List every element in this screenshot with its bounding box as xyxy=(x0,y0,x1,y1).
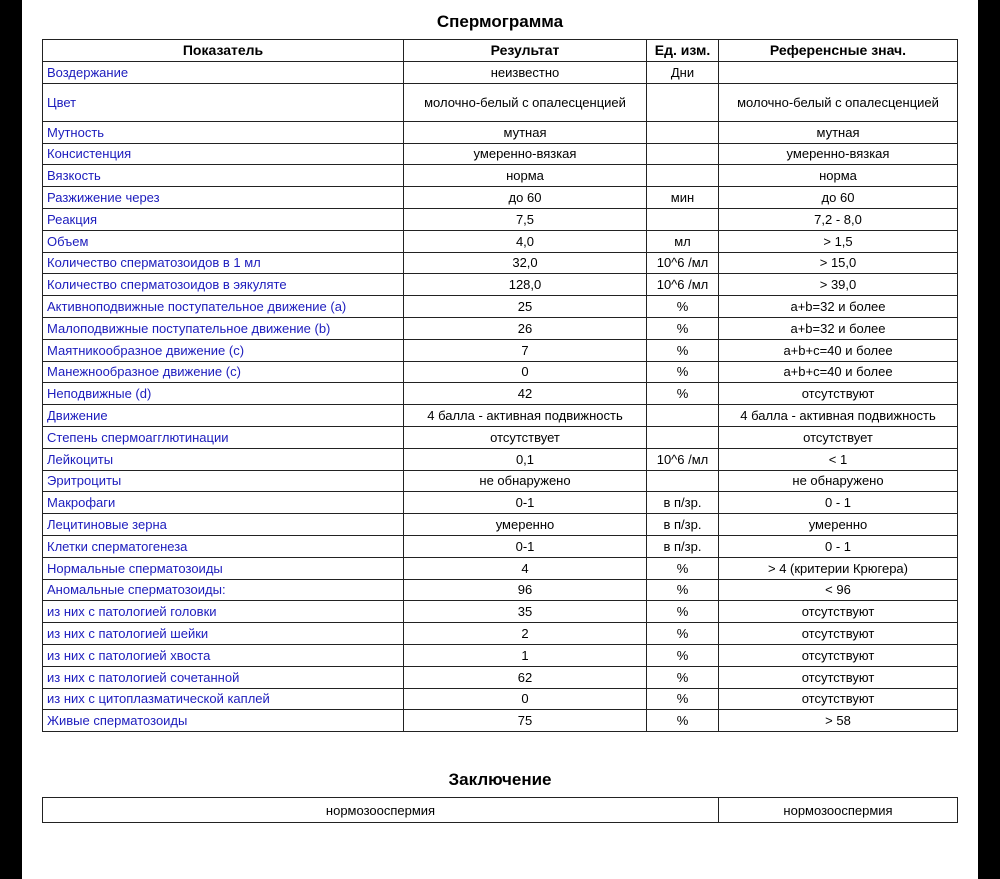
param-cell: Лейкоциты xyxy=(43,448,404,470)
result-cell: неизвестно xyxy=(404,62,647,84)
param-cell: Неподвижные (d) xyxy=(43,383,404,405)
table-row xyxy=(43,62,958,84)
param-cell: Нормальные сперматозоиды xyxy=(43,557,404,579)
table-row xyxy=(43,339,958,361)
unit-cell xyxy=(647,143,719,165)
table-row xyxy=(43,361,958,383)
results-table xyxy=(42,39,958,732)
table-row xyxy=(43,470,958,492)
param-cell: Объем xyxy=(43,230,404,252)
unit-cell: 10^6 /мл xyxy=(647,252,719,274)
result-cell: умеренно-вязкая xyxy=(404,143,647,165)
reference-cell: 4 балла - активная подвижность xyxy=(719,405,958,427)
conclusion-reference: нормозооспермия xyxy=(719,798,958,823)
unit-cell: % xyxy=(647,601,719,623)
header-param: Показатель xyxy=(43,40,404,62)
table-row xyxy=(43,623,958,645)
header-result: Результат xyxy=(404,40,647,62)
param-cell: Лецитиновые зерна xyxy=(43,514,404,536)
conclusion-title: Заключение xyxy=(448,770,552,789)
result-cell: мутная xyxy=(404,121,647,143)
table-row xyxy=(43,710,958,732)
result-cell: 2 xyxy=(404,623,647,645)
unit-cell xyxy=(647,405,719,427)
table-row xyxy=(43,383,958,405)
param-cell: Количество сперматозоидов в эякуляте xyxy=(43,274,404,296)
reference-cell: отсутствуют xyxy=(719,666,958,688)
unit-cell: % xyxy=(647,710,719,732)
param-cell: Клетки сперматогенеза xyxy=(43,535,404,557)
result-cell: умеренно xyxy=(404,514,647,536)
table-row xyxy=(43,688,958,710)
table-row xyxy=(43,405,958,427)
reference-cell: норма xyxy=(719,165,958,187)
param-cell: Реакция xyxy=(43,208,404,230)
param-cell: Манежнообразное движение (c) xyxy=(43,361,404,383)
reference-cell: мутная xyxy=(719,121,958,143)
unit-cell: Дни xyxy=(647,62,719,84)
unit-cell: % xyxy=(647,623,719,645)
param-cell: Мутность xyxy=(43,121,404,143)
result-cell: 42 xyxy=(404,383,647,405)
result-cell: 0,1 xyxy=(404,448,647,470)
reference-cell: отсутствуют xyxy=(719,688,958,710)
conclusion-table xyxy=(42,797,958,823)
table-row xyxy=(43,426,958,448)
table-row xyxy=(43,121,958,143)
reference-cell: > 1,5 xyxy=(719,230,958,252)
reference-cell: умеренно xyxy=(719,514,958,536)
unit-cell xyxy=(647,165,719,187)
reference-cell: a+b+c=40 и более xyxy=(719,361,958,383)
param-cell: Движение xyxy=(43,405,404,427)
table-row xyxy=(43,535,958,557)
result-cell: 75 xyxy=(404,710,647,732)
unit-cell: в п/зр. xyxy=(647,535,719,557)
param-cell: Живые сперматозоиды xyxy=(43,710,404,732)
reference-cell: молочно-белый с опалесценцией xyxy=(719,83,958,121)
result-cell: 7,5 xyxy=(404,208,647,230)
reference-cell: 0 - 1 xyxy=(719,535,958,557)
unit-cell: мин xyxy=(647,187,719,209)
unit-cell: в п/зр. xyxy=(647,514,719,536)
reference-cell: > 58 xyxy=(719,710,958,732)
result-cell: 25 xyxy=(404,296,647,318)
unit-cell: 10^6 /мл xyxy=(647,274,719,296)
reference-cell: отсутствуют xyxy=(719,623,958,645)
result-cell: 4,0 xyxy=(404,230,647,252)
unit-cell: в п/зр. xyxy=(647,492,719,514)
param-cell: Аномальные сперматозоиды: xyxy=(43,579,404,601)
result-cell: 4 xyxy=(404,557,647,579)
reference-cell: > 4 (критерии Крюгера) xyxy=(719,557,958,579)
result-cell: молочно-белый с опалесценцией xyxy=(404,83,647,121)
report-title: Спермограмма xyxy=(436,12,564,31)
param-cell: Степень спермоагглютинации xyxy=(43,426,404,448)
result-cell: 0 xyxy=(404,688,647,710)
unit-cell: % xyxy=(647,296,719,318)
reference-cell: отсутствует xyxy=(719,426,958,448)
reference-cell: отсутствуют xyxy=(719,644,958,666)
unit-cell xyxy=(647,121,719,143)
reference-cell: > 39,0 xyxy=(719,274,958,296)
param-cell: Макрофаги xyxy=(43,492,404,514)
table-row xyxy=(43,208,958,230)
unit-cell: мл xyxy=(647,230,719,252)
param-cell: Консистенция xyxy=(43,143,404,165)
param-cell: из них с цитоплазматической каплей xyxy=(43,688,404,710)
reference-cell: a+b+c=40 и более xyxy=(719,339,958,361)
param-cell: из них с патологией сочетанной xyxy=(43,666,404,688)
reference-cell: 7,2 - 8,0 xyxy=(719,208,958,230)
unit-cell: % xyxy=(647,361,719,383)
results-body xyxy=(43,62,958,732)
reference-cell: не обнаружено xyxy=(719,470,958,492)
unit-cell: 10^6 /мл xyxy=(647,448,719,470)
table-row xyxy=(43,230,958,252)
header-row xyxy=(43,40,958,62)
table-row xyxy=(43,274,958,296)
result-cell: 0-1 xyxy=(404,535,647,557)
table-row xyxy=(43,252,958,274)
param-cell: из них с патологией головки xyxy=(43,601,404,623)
unit-cell: % xyxy=(647,339,719,361)
param-cell: Воздержание xyxy=(43,62,404,84)
table-row xyxy=(43,579,958,601)
param-cell: Количество сперматозоидов в 1 мл xyxy=(43,252,404,274)
reference-cell: отсутствуют xyxy=(719,383,958,405)
unit-cell: % xyxy=(647,688,719,710)
unit-cell: % xyxy=(647,383,719,405)
reference-cell: < 96 xyxy=(719,579,958,601)
table-row xyxy=(43,514,958,536)
result-cell: 1 xyxy=(404,644,647,666)
result-cell: 32,0 xyxy=(404,252,647,274)
table-row xyxy=(43,187,958,209)
reference-cell: > 15,0 xyxy=(719,252,958,274)
table-row xyxy=(43,83,958,121)
reference-cell: умеренно-вязкая xyxy=(719,143,958,165)
unit-cell: % xyxy=(647,579,719,601)
table-row xyxy=(43,601,958,623)
param-cell: из них с патологией шейки xyxy=(43,623,404,645)
result-cell: отсутствует xyxy=(404,426,647,448)
result-cell: 4 балла - активная подвижность xyxy=(404,405,647,427)
param-cell: из них с патологией хвоста xyxy=(43,644,404,666)
reference-cell: отсутствуют xyxy=(719,601,958,623)
param-cell: Эритроциты xyxy=(43,470,404,492)
header-unit: Ед. изм. xyxy=(647,40,719,62)
param-cell: Цвет xyxy=(43,83,404,121)
table-row xyxy=(43,296,958,318)
reference-cell: a+b=32 и более xyxy=(719,296,958,318)
param-cell: Малоподвижные поступательное движение (b) xyxy=(43,317,404,339)
unit-cell xyxy=(647,83,719,121)
table-row xyxy=(43,666,958,688)
unit-cell: % xyxy=(647,666,719,688)
param-cell: Разжижение через xyxy=(43,187,404,209)
table-row xyxy=(43,317,958,339)
table-row xyxy=(43,448,958,470)
conclusion-row xyxy=(43,798,958,823)
table-row xyxy=(43,165,958,187)
result-cell: 26 xyxy=(404,317,647,339)
reference-cell: 0 - 1 xyxy=(719,492,958,514)
conclusion-result: нормозооспермия xyxy=(43,798,719,823)
reference-cell: a+b=32 и более xyxy=(719,317,958,339)
table-row xyxy=(43,644,958,666)
table-row xyxy=(43,492,958,514)
report-page xyxy=(22,0,978,879)
result-cell: 128,0 xyxy=(404,274,647,296)
result-cell: 35 xyxy=(404,601,647,623)
result-cell: до 60 xyxy=(404,187,647,209)
unit-cell xyxy=(647,208,719,230)
table-row xyxy=(43,143,958,165)
unit-cell: % xyxy=(647,317,719,339)
header-reference: Референсные знач. xyxy=(719,40,958,62)
result-cell: не обнаружено xyxy=(404,470,647,492)
result-cell: 0-1 xyxy=(404,492,647,514)
unit-cell xyxy=(647,426,719,448)
unit-cell xyxy=(647,470,719,492)
unit-cell: % xyxy=(647,557,719,579)
param-cell: Вязкость xyxy=(43,165,404,187)
result-cell: 7 xyxy=(404,339,647,361)
reference-cell xyxy=(719,62,958,84)
result-cell: 96 xyxy=(404,579,647,601)
param-cell: Активноподвижные поступательное движение (a) xyxy=(43,296,404,318)
unit-cell: % xyxy=(647,644,719,666)
reference-cell: до 60 xyxy=(719,187,958,209)
result-cell: 0 xyxy=(404,361,647,383)
table-row xyxy=(43,557,958,579)
result-cell: норма xyxy=(404,165,647,187)
reference-cell: < 1 xyxy=(719,448,958,470)
result-cell: 62 xyxy=(404,666,647,688)
param-cell: Маятникообразное движение (c) xyxy=(43,339,404,361)
